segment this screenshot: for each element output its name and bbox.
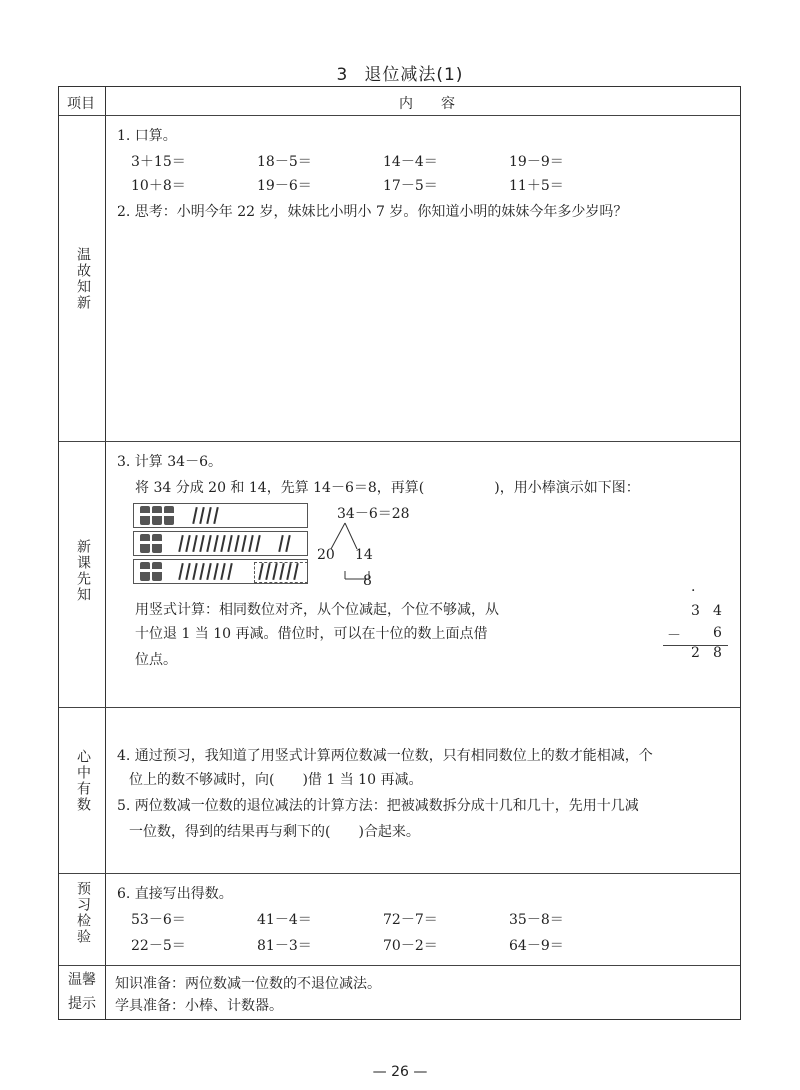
- stick: [213, 535, 218, 552]
- sticks-row-2: [133, 531, 308, 556]
- q3-title: 3. 计算 34－6。: [117, 454, 222, 470]
- stick-bundle: [152, 506, 162, 525]
- stick: [206, 507, 211, 524]
- tips-line: 知识准备：两位数减一位数的不退位减法。: [115, 976, 381, 992]
- section-label-check: 预习检验: [75, 881, 91, 945]
- vertical-digit: 3: [691, 603, 700, 619]
- vertical-digit: 6: [713, 625, 722, 641]
- stick: [206, 563, 211, 580]
- stick-bundle: [140, 562, 150, 581]
- q1-item: 19－9＝: [509, 154, 564, 170]
- header-project: 项目: [67, 96, 95, 112]
- section-label-tips: 温馨: [68, 972, 96, 988]
- stick: [227, 535, 232, 552]
- stick: [285, 535, 290, 552]
- stick: [192, 535, 197, 552]
- q6-item: 72－7＝: [383, 912, 438, 928]
- q3-line1: 将 34 分成 20 和 14，先算 14－6＝8，再算( )，用小棒演示如下图：: [135, 480, 640, 496]
- q6-item: 81－3＝: [257, 938, 312, 954]
- q1-item: 19－6＝: [257, 178, 312, 194]
- q1-item: 14－4＝: [383, 154, 438, 170]
- q1-item: 3＋15＝: [131, 154, 186, 170]
- header-content-b: 容: [441, 96, 455, 112]
- q1-item: 11＋5＝: [509, 178, 564, 194]
- section-label-tips: 提示: [68, 996, 96, 1012]
- q6-item: 53－6＝: [131, 912, 186, 928]
- stick: [278, 535, 283, 552]
- q6-item: 41－4＝: [257, 912, 312, 928]
- row-divider: [59, 965, 740, 966]
- q6-item: 22－5＝: [131, 938, 186, 954]
- stick: [248, 535, 253, 552]
- stick: [220, 563, 225, 580]
- stick: [213, 507, 218, 524]
- stick: [199, 563, 204, 580]
- q5-line: 5. 两位数减一位数的退位减法的计算方法：把被减数拆分成十几和几十，先用十几减: [117, 798, 639, 814]
- split-right: 14: [355, 547, 373, 563]
- lesson-table: [58, 86, 741, 1020]
- header-content-a: 内: [399, 96, 413, 112]
- split-result: 8: [363, 573, 372, 589]
- column-divider: [105, 87, 106, 1019]
- q1-title: 1. 口算。: [117, 128, 177, 144]
- split-equation: 34－6＝28: [337, 506, 410, 522]
- vertical-digit: 4: [713, 603, 722, 619]
- split-left: 20: [317, 547, 335, 563]
- row-divider: [59, 441, 740, 442]
- stick: [192, 563, 197, 580]
- stick-bundle: [140, 534, 150, 553]
- vertical-digit: 2: [691, 645, 700, 661]
- stick: [206, 535, 211, 552]
- stick: [185, 535, 190, 552]
- stick: [185, 563, 190, 580]
- lesson-title: 退位减法(1): [364, 65, 464, 85]
- stick-bundle: [164, 506, 174, 525]
- q1-item: 18－5＝: [257, 154, 312, 170]
- sticks-row-3: [133, 559, 308, 584]
- q6-item: 64－9＝: [509, 938, 564, 954]
- section-label-new: 新课先知: [75, 539, 91, 603]
- vertical-minus: －: [667, 628, 681, 644]
- q1-item: 17－5＝: [383, 178, 438, 194]
- stick: [192, 507, 197, 524]
- sticks-row-1: [133, 503, 308, 528]
- stick: [234, 535, 239, 552]
- stick: [178, 563, 183, 580]
- page-title: [0, 60, 800, 85]
- stick: [241, 535, 246, 552]
- stick: [213, 563, 218, 580]
- q3-para: 位点。: [135, 652, 177, 668]
- q3-para: 用竖式计算：相同数位对齐，从个位减起，个位不够减，从: [135, 602, 499, 618]
- stick: [199, 535, 204, 552]
- page-number: — 26 —: [372, 1064, 428, 1080]
- stick: [199, 507, 204, 524]
- lesson-number: 3: [336, 65, 349, 85]
- q5-line: 一位数，得到的结果再与剩下的( )合起来。: [129, 824, 420, 840]
- stick-bundle: [152, 534, 162, 553]
- q4-line: 位上的数不够减时，向( )借 1 当 10 再减。: [129, 772, 423, 788]
- tips-line: 学具准备：小棒、计数器。: [115, 998, 283, 1014]
- row-divider: [59, 873, 740, 874]
- q3-para: 十位退 1 当 10 再减。借位时，可以在十位的数上面点借: [135, 626, 488, 642]
- stick: [227, 563, 232, 580]
- stick: [220, 535, 225, 552]
- q2-text: 2. 思考：小明今年 22 岁，妹妹比小明小 7 岁。你知道小明的妹妹今年多少岁吗？: [117, 204, 628, 220]
- stick-bundle: [140, 506, 150, 525]
- q6-item: 70－2＝: [383, 938, 438, 954]
- stick: [178, 535, 183, 552]
- q1-item: 10＋8＝: [131, 178, 186, 194]
- row-divider: [59, 115, 740, 116]
- row-divider: [59, 707, 740, 708]
- borrow-dot: ·: [691, 583, 696, 599]
- section-label-mind: 心中有数: [75, 749, 91, 813]
- q4-line: 4. 通过预习，我知道了用竖式计算两位数减一位数，只有相同数位上的数才能相减，个: [117, 748, 653, 764]
- vertical-digit: 8: [713, 645, 722, 661]
- stick-bundle: [152, 562, 162, 581]
- stick: [255, 535, 260, 552]
- section-label-review: 温故知新: [75, 247, 91, 311]
- q6-item: 35－8＝: [509, 912, 564, 928]
- q6-title: 6. 直接写出得数。: [117, 886, 233, 902]
